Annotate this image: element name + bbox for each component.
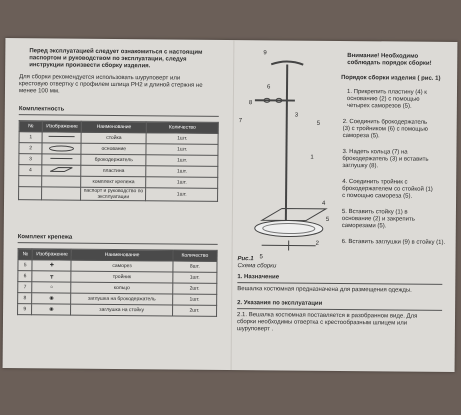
assembly-diagram <box>234 50 346 256</box>
para-line-2: крестовую отвертку с профилем шлица PH2 и длиной стержня не <box>19 81 203 89</box>
figure-subcaption: Схема сборки <box>237 263 277 270</box>
fig-label: 6 <box>267 84 271 91</box>
fig-label: 3 <box>294 112 299 119</box>
table-row: 6 ┳ тройник 1шт. <box>18 271 217 284</box>
fasteners-title: Комплект крепежа <box>17 234 73 241</box>
table-row: 1 стойка 1шт. <box>19 132 218 145</box>
intro-text: Перед эксплуатацией следует ознакомиться с настоящим паспортом и руководством по эксплуатации, следуя инструкции произвести сборку изделия. <box>29 48 203 70</box>
fig-label: 4 <box>321 200 326 207</box>
table-row: 3 брокодержатель 1шт. <box>19 154 218 167</box>
para-line-1: Для сборки рекомендуется использовать шуруповерт или <box>19 74 181 82</box>
table-row: 9 ◉ заглушка на стойку 2шт. <box>18 304 217 317</box>
hanger-bar-icon <box>42 154 81 165</box>
screw-icon: ✚ <box>32 260 71 271</box>
instruction-sheet <box>3 38 458 372</box>
fig-label: 1 <box>310 154 314 161</box>
col-num: № <box>19 121 42 132</box>
attention-line-2: соблюдать порядок сборки! <box>347 60 432 67</box>
fasteners-table-header: № Изображение Наименование Количество <box>18 249 217 262</box>
tee-icon: ┳ <box>32 271 71 282</box>
divider <box>18 242 218 245</box>
ring-icon: ○ <box>32 282 71 293</box>
col-qty: Количество <box>146 122 218 134</box>
fasteners-table <box>17 248 218 317</box>
table-row: 4 пластина 1шт. <box>19 165 218 178</box>
fig-label: 8 <box>248 100 253 107</box>
section-2-title: 2. Указания по эксплуатации <box>237 300 323 307</box>
kit-table <box>18 120 219 202</box>
table-row: паспорт и руководство по эксплуатации 1шт. <box>19 187 218 202</box>
rack-icon <box>42 132 81 143</box>
section-2-line-1: 2.1. Вешалка костюмная поставляется в разобранном виде. Для <box>237 312 418 320</box>
fig-label: 9 <box>263 50 267 57</box>
plate-icon <box>42 165 81 176</box>
base-icon <box>42 143 81 154</box>
order-title: Порядок сборки изделия ( рис. 1) <box>341 74 441 82</box>
fig-label: 5 <box>259 254 263 261</box>
section-1-text: Вешалка костюмная предназначена для размещения одежды. <box>237 286 412 294</box>
cap-icon: ◉ <box>32 293 71 304</box>
table-row: 5 ✚ саморез 8шт. <box>18 260 217 273</box>
table-row: 7 ○ кольцо 2шт. <box>18 282 217 295</box>
col-name: Наименование <box>81 121 146 133</box>
fig-label: 2 <box>315 240 320 247</box>
divider <box>19 114 219 117</box>
section-2-line-2: сборки необходимы отвертка с крестообразным шлицем или <box>236 319 408 327</box>
figure-caption: Рис.1 <box>237 256 254 263</box>
table-row: комплект крепежа 1шт. <box>19 176 218 189</box>
steps-list: 1. Прикрепить пластину (4) к основанию (2) с помощью четырех саморезов (5). 2. Соединить брокодержатель (3) с тройником (6) с помощью самореза (5). 3. Надеть кольца (7) на брокодержатель (3) и вставить заглушку (8). 4. Соединить тройник с брокодержателем со стойкой (1) с помощью самореза (5). 5. Вставить стойку (1) в основание (2) и закрепить саморезами (5). 6. Вставить заглушки (9) в стойку (1). <box>341 89 446 246</box>
table-row: 2 основание 1шт. <box>19 143 218 156</box>
fig-label: 7 <box>238 118 243 125</box>
fig-label: 5 <box>325 216 330 223</box>
cap-icon: ◉ <box>32 304 71 315</box>
table-row: 8 ◉ заглушка на брокодержатель 1шт. <box>18 293 217 306</box>
section-2-line-3: шуруповерт . <box>236 326 274 333</box>
para-line-3: менее 100 мм. <box>18 88 60 95</box>
divider <box>237 282 442 285</box>
section-1-title: 1. Назначение <box>237 274 280 281</box>
col-image: Изображение <box>42 121 81 132</box>
divider <box>237 308 442 311</box>
kit-title: Комплектность <box>18 106 65 113</box>
fig-label: 5 <box>316 120 321 127</box>
attention-line-1: Внимание! Необходимо <box>347 53 419 60</box>
